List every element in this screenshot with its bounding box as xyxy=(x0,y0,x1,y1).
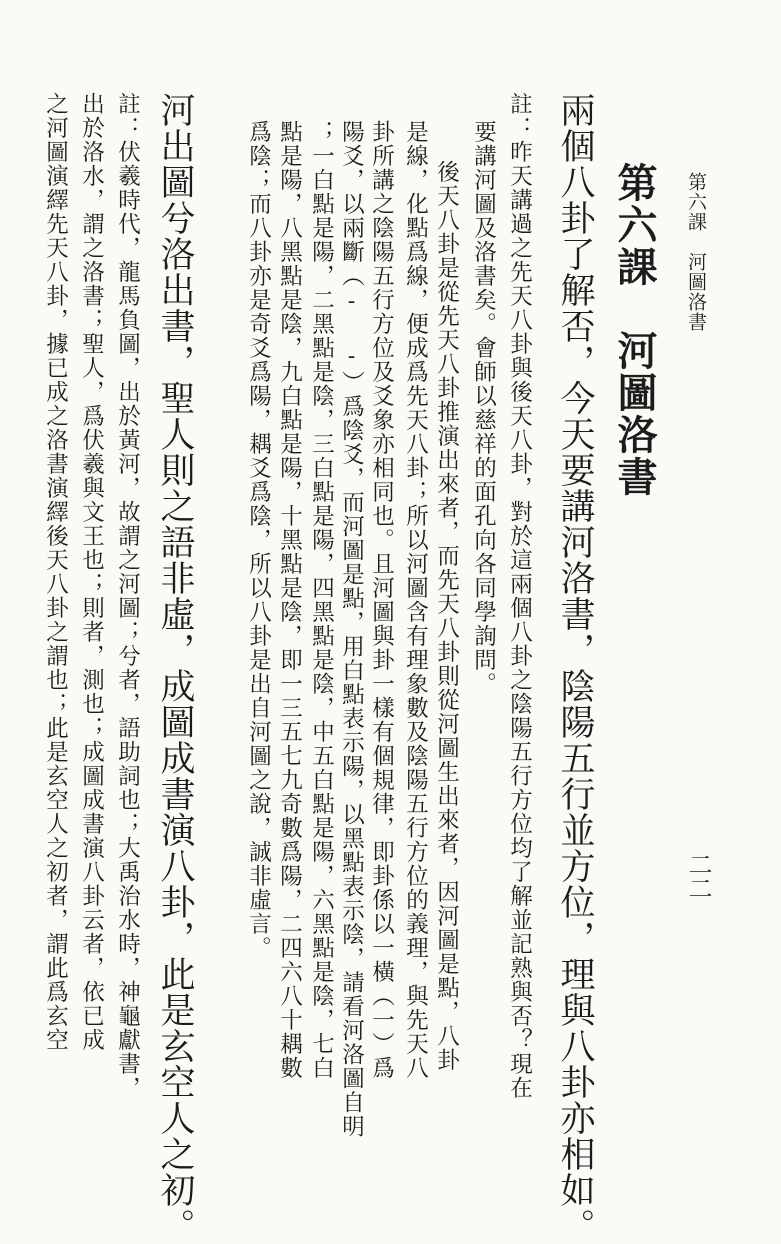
page-number: 二二 xyxy=(684,852,712,900)
running-header: 第六課 河圖洛書 xyxy=(685,172,707,332)
note-2-line-3: 之河圖演繹先天八卦，據已成之洛書演繹後天八卦之謂也；此是玄空人之初者，謂此爲玄空 xyxy=(42,92,69,1052)
note-2-line-1: 註：伏羲時代，龍馬負圖，出於黃河，故謂之河圖；兮者，語助詞也；大禹治水時，神龜獻書， xyxy=(114,92,141,1100)
note-1-line-1: 註：昨天講過之先天八卦與後天八卦，對於這兩個八卦之陰陽五行方位均了解並記熟與否？現在 xyxy=(506,92,533,1100)
note-1-line-9: 爲陰；而八卦亦是奇爻爲陽，耦爻爲陰，所以八卦是出自河圖之說，誠非虛言。 xyxy=(245,120,272,960)
note-1-line-7: ；一白點是陽，二黑點是陰，三白點是陽，四黑點是陰，中五白點是陽，六黑點是陰，七白 xyxy=(308,120,335,1080)
note-1-line-8: 點是陽，八黑點是陰，九白點是陽，十黑點是陰，即一三五七九奇數爲陽，二四六八十耦數 xyxy=(276,120,303,1080)
lesson-title: 第六課 河圖洛書 xyxy=(611,162,658,498)
note-1-line-2: 要講河圖及洛書矣。會師以慈祥的面孔向各同學詢問。 xyxy=(470,120,497,696)
note-1-line-3: 後天八卦是從先天八卦推演出來者，而先天八卦則從河圖生出來者，因河圖是點，八卦 xyxy=(433,160,460,1072)
note-2-line-2: 出於洛水，謂之洛書；聖人，爲伏羲與文王也；則者，測也；成圖成書演八卦云者，依已成 xyxy=(78,92,105,1052)
note-1-line-4: 是線，化點爲線，便成爲先天八卦；所以河圖含有理象數及陰陽五行方位的義理，與先天八 xyxy=(402,120,429,1080)
verse-line-2: 河出圖兮洛出書，聖人則之語非虛，成圖成書演八卦，此是玄空人之初。 xyxy=(155,92,195,1244)
verse-line-1: 兩個八卦了解否，今天要講河洛書，陰陽五行並方位，理與八卦亦相如。 xyxy=(555,92,595,1244)
note-1-line-6: 陽爻，以兩斷（- -）爲陰爻，而河圖是點，用白點表示陽，以黑點表示陰，請看河洛圖自明 xyxy=(338,120,365,1139)
note-1-line-5: 卦所講之陰陽五行方位及爻象亦相同也。且河圖與卦一樣有個規律，即卦係以一橫（一）爲 xyxy=(368,120,395,1080)
